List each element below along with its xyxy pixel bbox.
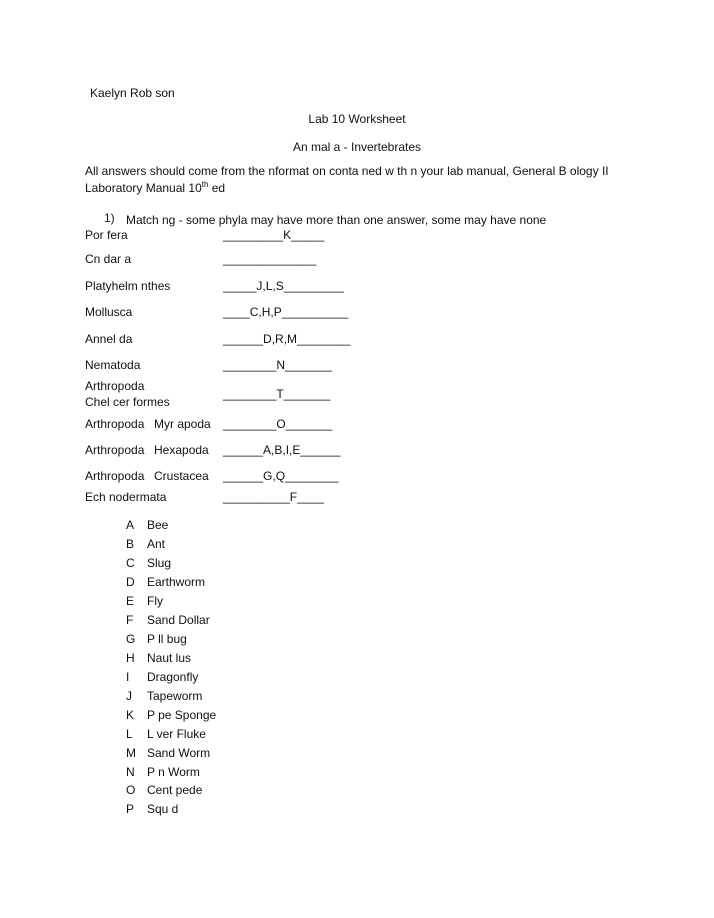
option-name: Bee — [147, 518, 169, 532]
option-item — [126, 518, 326, 532]
option-item — [126, 802, 326, 816]
instructions-line-1: All answers should come from the nformat on conta ned w th n your lab manual, General B ology II — [85, 164, 609, 178]
option-letter: A — [126, 518, 135, 532]
instructions-manual-name: Laboratory Manual 10 — [85, 181, 202, 195]
instructions-superscript: th — [201, 180, 209, 189]
phylum-label: Arthropoda — [85, 469, 145, 483]
class-label: Myr apoda — [154, 417, 211, 431]
option-item — [126, 651, 326, 665]
option-letter: D — [126, 575, 135, 589]
option-name: Sand Worm — [147, 746, 211, 760]
matching-row — [85, 379, 645, 411]
option-item — [126, 556, 326, 570]
option-name: Squ d — [147, 802, 179, 816]
option-letter: C — [126, 556, 135, 570]
option-name: Fly — [147, 594, 163, 608]
option-letter: G — [126, 632, 136, 646]
option-letter: P — [126, 802, 135, 816]
option-name: Slug — [147, 556, 172, 570]
option-item — [126, 594, 326, 608]
class-label: Crustacea — [154, 469, 209, 483]
matching-row — [85, 252, 645, 266]
phylum-label: Por fera — [85, 228, 128, 242]
phylum-label: Arthropoda — [85, 417, 145, 431]
matching-row — [85, 279, 645, 293]
matching-row — [85, 469, 645, 483]
option-letter: K — [126, 708, 135, 722]
question-number: 1) — [104, 211, 115, 225]
answer-field[interactable]: ____C,H,P__________ — [223, 305, 349, 319]
answer-field[interactable]: __________F____ — [223, 490, 324, 504]
class-label: Hexapoda — [154, 443, 209, 457]
student-name: Kaelyn Rob son — [90, 86, 175, 100]
option-name: Sand Dollar — [147, 613, 210, 627]
phylum-label: Platyhelm nthes — [85, 279, 171, 293]
instructions-edition: ed — [208, 181, 226, 195]
option-name: Tapeworm — [147, 689, 203, 703]
option-item — [126, 689, 326, 703]
phylum-label: Ech nodermata — [85, 490, 167, 504]
answer-field[interactable]: _________K_____ — [223, 228, 325, 242]
matching-row — [85, 443, 645, 457]
answer-field[interactable]: ______________ — [223, 252, 317, 266]
matching-row — [85, 228, 645, 242]
option-letter: F — [126, 613, 134, 627]
option-letter: H — [126, 651, 135, 665]
matching-row — [85, 358, 645, 372]
option-letter: L — [126, 727, 133, 741]
matching-row — [85, 305, 645, 319]
phylum-label: Cn dar a — [85, 252, 132, 266]
answer-field[interactable]: _____J,L,S_________ — [223, 279, 344, 293]
option-item — [126, 746, 326, 760]
option-name: Naut lus — [147, 651, 192, 665]
option-item — [126, 632, 326, 646]
option-item — [126, 708, 326, 722]
phylum-label: Arthropoda — [85, 379, 145, 393]
option-name: P pe Sponge — [147, 708, 217, 722]
option-item — [126, 783, 326, 797]
answer-field[interactable]: ________O_______ — [223, 417, 333, 431]
phylum-label: Annel da — [85, 332, 133, 346]
option-name: Ant — [147, 537, 166, 551]
answer-field[interactable]: ______G,Q________ — [223, 469, 339, 483]
phylum-label: Arthropoda — [85, 443, 145, 457]
option-item — [126, 575, 326, 589]
option-item — [126, 613, 326, 627]
matching-row — [85, 490, 645, 504]
option-item — [126, 727, 326, 741]
option-name: Dragonfly — [147, 670, 199, 684]
answer-field[interactable]: ________T_______ — [223, 387, 331, 401]
matching-row — [85, 332, 645, 346]
option-item — [126, 670, 326, 684]
option-letter: J — [126, 689, 132, 703]
answer-field[interactable]: ______D,R,M________ — [223, 332, 351, 346]
answer-field[interactable]: ______A,B,I,E______ — [223, 443, 341, 457]
option-name: L ver Fluke — [147, 727, 206, 741]
option-item — [126, 537, 326, 551]
option-name: Cent pede — [147, 783, 203, 797]
option-letter: M — [126, 746, 136, 760]
option-name: P n Worm — [147, 765, 200, 779]
phylum-label: Mollusca — [85, 305, 133, 319]
class-label: Chel cer formes — [85, 395, 170, 409]
answer-field[interactable]: ________N_______ — [223, 358, 332, 372]
worksheet-subtitle: An mal a - Invertebrates — [292, 140, 422, 154]
option-letter: N — [126, 765, 135, 779]
option-letter: O — [126, 783, 136, 797]
worksheet-title: Lab 10 Worksheet — [308, 112, 406, 126]
option-item — [126, 765, 326, 779]
option-letter: I — [126, 670, 130, 684]
option-name: Earthworm — [147, 575, 206, 589]
instructions-line-2 — [85, 181, 225, 195]
question-text: Match ng - some phyla may have more than one answer, some may have none — [126, 213, 547, 227]
option-letter: E — [126, 594, 135, 608]
matching-row — [85, 417, 645, 431]
phylum-label: Nematoda — [85, 358, 141, 372]
option-name: P ll bug — [147, 632, 187, 646]
option-letter: B — [126, 537, 135, 551]
